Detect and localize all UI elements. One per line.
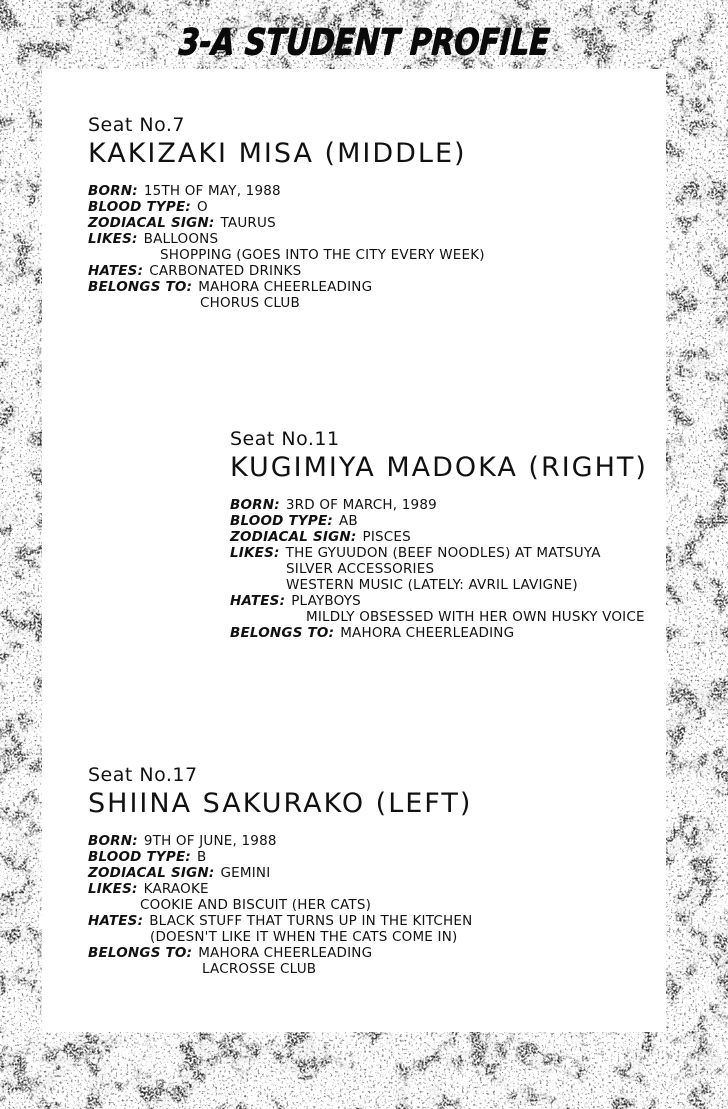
field-label: HATES: (88, 263, 144, 279)
line-likes (88, 231, 485, 247)
field-value: GEMINI (220, 865, 271, 881)
field-value: B (196, 849, 207, 865)
line-born (88, 183, 485, 199)
field-value: 3RD OF MARCH, 1989 (285, 497, 437, 513)
field-value: PLAYBOYS (291, 593, 361, 609)
field-value: PISCES (362, 529, 411, 545)
line-likes-continued (230, 561, 648, 577)
seat-number: Seat No.11 (230, 428, 340, 450)
field-label: HATES: (230, 593, 286, 609)
field-label: BELONGS TO: (230, 625, 335, 641)
content-panel (42, 69, 666, 1032)
field-value: MAHORA CHEERLEADING (198, 945, 373, 961)
field-value: AB (338, 513, 358, 529)
line-belongs-to-continued (88, 961, 472, 977)
field-value: TAURUS (220, 215, 276, 231)
line-blood-type (88, 849, 472, 865)
field-label: ZODIACAL SIGN: (88, 215, 215, 231)
field-label: BELONGS TO: (88, 279, 193, 295)
student-profile-shiina-sakurako (88, 763, 472, 977)
field-label: HATES: (88, 913, 144, 929)
seat-number: Seat No.17 (88, 764, 198, 786)
line-zodiacal-sign (88, 865, 472, 881)
field-label: BELONGS TO: (88, 945, 193, 961)
line-belongs-to (88, 945, 472, 961)
line-belongs-to (230, 625, 648, 641)
field-value: CARBONATED DRINKS (149, 263, 302, 279)
field-value: 9TH OF JUNE, 1988 (143, 833, 277, 849)
line-likes (230, 545, 648, 561)
line-born (88, 833, 472, 849)
field-value: (DOESN'T LIKE IT WHEN THE CATS COME IN) (150, 929, 458, 945)
field-value: WESTERN MUSIC (LATELY: AVRIL LAVIGNE) (286, 577, 578, 593)
line-hates (88, 263, 485, 279)
field-value: COOKIE AND BISCUIT (HER CATS) (140, 897, 372, 913)
profile-details (88, 833, 472, 977)
field-value: O (196, 199, 208, 215)
student-name: KAKIZAKI MISA (MIDDLE) (88, 138, 467, 169)
student-profile-kakizaki-misa (88, 113, 485, 311)
field-label: BORN: (88, 833, 138, 849)
student-profile-kugimiya-madoka (230, 427, 648, 641)
line-zodiacal-sign (230, 529, 648, 545)
field-label: LIKES: (88, 881, 138, 897)
field-value: CHORUS CLUB (200, 295, 300, 311)
field-value: 15TH OF MAY, 1988 (143, 183, 281, 199)
line-hates (88, 913, 472, 929)
field-label: BORN: (230, 497, 280, 513)
line-belongs-to-continued (88, 295, 485, 311)
profile-details (88, 183, 485, 311)
line-born (230, 497, 648, 513)
line-belongs-to (88, 279, 485, 295)
profile-details (230, 497, 648, 641)
field-label: ZODIACAL SIGN: (88, 865, 215, 881)
student-name: SHIINA SAKURAKO (LEFT) (88, 788, 473, 819)
field-label: BORN: (88, 183, 138, 199)
line-zodiacal-sign (88, 215, 485, 231)
field-value: MAHORA CHEERLEADING (340, 625, 515, 641)
field-label: BLOOD TYPE: (88, 199, 191, 215)
field-value: KARAOKE (143, 881, 209, 897)
line-blood-type (230, 513, 648, 529)
field-label: ZODIACAL SIGN: (230, 529, 357, 545)
field-label: BLOOD TYPE: (230, 513, 333, 529)
field-value: SHOPPING (GOES INTO THE CITY EVERY WEEK) (160, 247, 485, 263)
field-value: SILVER ACCESSORIES (286, 561, 435, 577)
line-likes-continued (88, 897, 472, 913)
field-value: LACROSSE CLUB (202, 961, 317, 977)
student-name: KUGIMIYA MADOKA (RIGHT) (230, 452, 648, 483)
field-value: BLACK STUFF THAT TURNS UP IN THE KITCHEN (149, 913, 473, 929)
field-label: LIKES: (88, 231, 138, 247)
field-value: MILDLY OBSESSED WITH HER OWN HUSKY VOICE (306, 609, 645, 625)
field-label: BLOOD TYPE: (88, 849, 191, 865)
line-likes-continued (230, 577, 648, 593)
line-blood-type (88, 199, 485, 215)
seat-number: Seat No.7 (88, 114, 186, 136)
line-hates (230, 593, 648, 609)
line-likes-continued (88, 247, 485, 263)
line-likes (88, 881, 472, 897)
line-hates-continued (230, 609, 648, 625)
field-label: LIKES: (230, 545, 280, 561)
field-value: THE GYUUDON (BEEF NOODLES) AT MATSUYA (285, 545, 601, 561)
page-title: 3-A STUDENT PROFILE (177, 22, 551, 63)
line-hates-continued (88, 929, 472, 945)
field-value: BALLOONS (143, 231, 219, 247)
field-value: MAHORA CHEERLEADING (198, 279, 373, 295)
